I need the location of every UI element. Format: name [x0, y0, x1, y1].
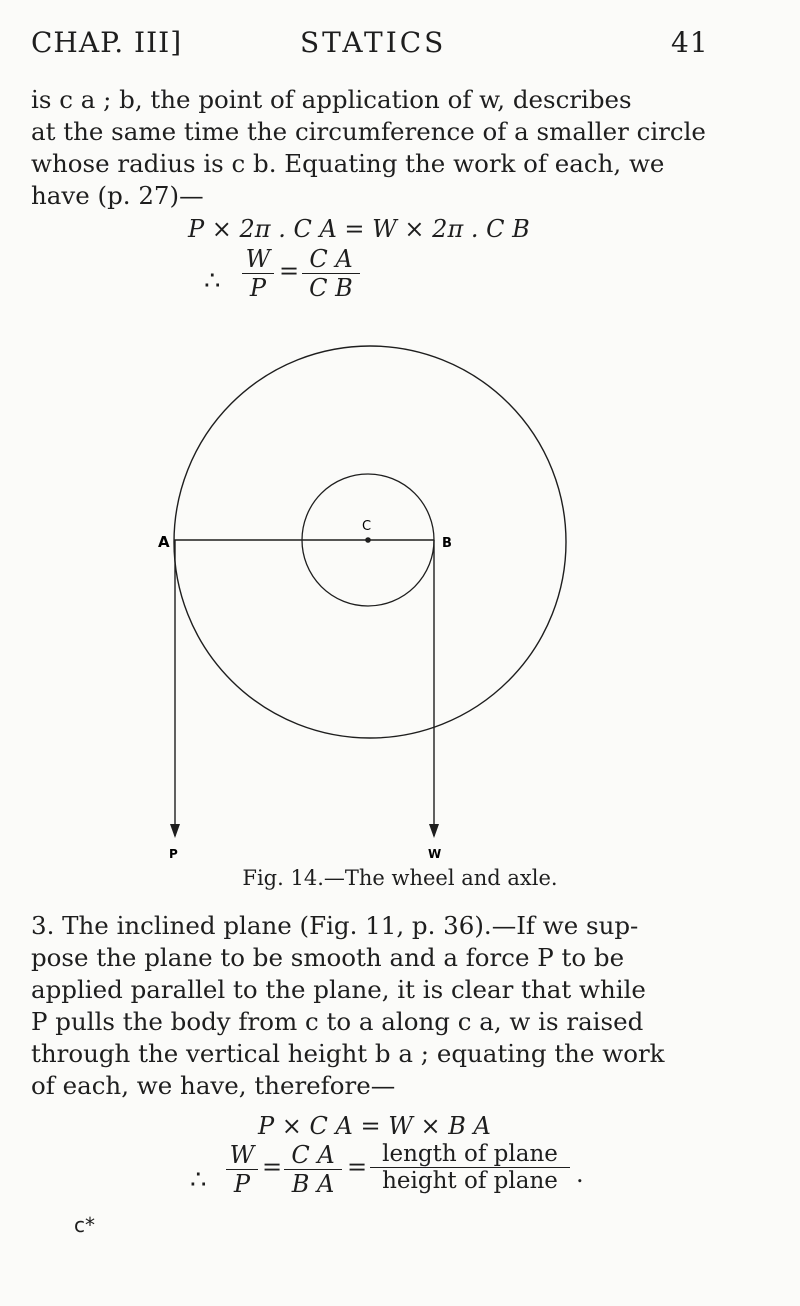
equals-sign-3: = — [347, 1153, 368, 1181]
fraction-numerator: C A — [291, 1141, 335, 1169]
fraction-w-over-p-2 — [226, 1141, 258, 1198]
period: . — [576, 1160, 584, 1188]
label-c: C — [362, 519, 372, 534]
center-point-c — [365, 537, 371, 543]
fraction-numerator: length of plane — [382, 1141, 558, 1167]
paragraph-1-line-1: is c a ; b, the point of application of w, describes — [31, 85, 632, 114]
equals-sign-1: = — [279, 257, 300, 285]
label-a: A — [158, 533, 170, 551]
paragraph-2-line-4: P pulls the body from c to a along c a, w is raised — [31, 1007, 644, 1036]
paragraph-2-line-2: pose the plane to be smooth and a force P to be — [31, 943, 625, 972]
fraction-denominator: P — [226, 1169, 258, 1198]
paragraph-1-line-2: at the same time the circumference of a smaller circle — [31, 117, 706, 146]
fraction-numerator: W — [245, 245, 271, 273]
fraction-length-over-height — [370, 1141, 570, 1194]
page-number: 41 — [671, 26, 709, 59]
chapter-label: CHAP. III] — [31, 26, 183, 59]
fraction-ca-over-ba — [284, 1141, 342, 1198]
fraction-denominator: B A — [284, 1169, 342, 1198]
label-w: W — [428, 847, 442, 860]
equals-sign-2: = — [262, 1153, 283, 1181]
header-title: STATICS — [300, 26, 447, 59]
equation-work-wheel: P × 2π . C A = W × 2π . C B — [188, 215, 530, 243]
arrow-w-icon — [429, 824, 439, 838]
label-b: B — [442, 536, 452, 551]
wheel-circle — [174, 346, 566, 738]
paragraph-2-line-6: of each, we have, therefore— — [31, 1071, 396, 1100]
paragraph-1-line-4: have (p. 27)— — [31, 181, 204, 210]
signature-mark: c* — [74, 1213, 95, 1237]
figure-caption: Fig. 14.—The wheel and axle. — [242, 866, 558, 890]
label-p: P — [169, 847, 178, 860]
fraction-numerator: W — [229, 1141, 255, 1169]
fraction-numerator: C A — [309, 245, 353, 273]
fraction-denominator: C B — [302, 273, 360, 302]
fraction-denominator: height of plane — [370, 1167, 570, 1194]
paragraph-2-line-5: through the vertical height b a ; equating the work — [31, 1039, 665, 1068]
equation-work-plane: P × C A = W × B A — [258, 1112, 491, 1140]
therefore-symbol-1: ∴ — [204, 266, 221, 296]
paragraph-2-line-1: 3. The inclined plane (Fig. 11, p. 36).—If we sup- — [31, 911, 639, 940]
arrow-p-icon — [170, 824, 180, 838]
paragraph-1-line-3: whose radius is c b. Equating the work of each, we — [31, 149, 665, 178]
fraction-denominator: P — [242, 273, 274, 302]
therefore-symbol-2: ∴ — [190, 1165, 207, 1195]
paragraph-2-line-3: applied parallel to the plane, it is clear that while — [31, 975, 646, 1004]
